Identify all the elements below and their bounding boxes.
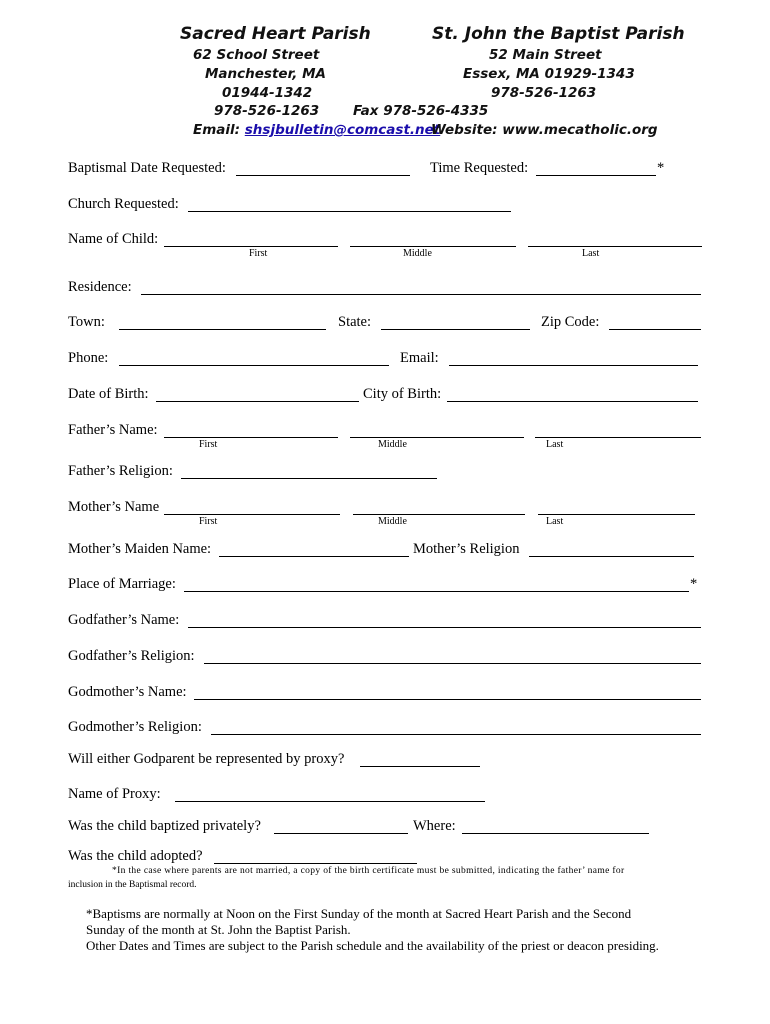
child-middle-sublabel: Middle	[403, 248, 432, 259]
dob-field[interactable]	[156, 386, 359, 402]
email-label: Email:	[193, 122, 241, 138]
father-middle-name-field[interactable]	[350, 422, 524, 438]
baptismal-date-label: Baptismal Date Requested:	[68, 160, 226, 176]
zip-label: Zip Code:	[541, 314, 600, 330]
adopted-field[interactable]	[214, 848, 417, 864]
time-requested-field[interactable]	[536, 160, 656, 176]
marriage-asterisk: *	[690, 576, 698, 592]
proxy-name-label: Name of Proxy:	[68, 786, 161, 802]
church-label: Church Requested:	[68, 196, 179, 212]
email-field[interactable]	[449, 350, 698, 366]
dob-label: Date of Birth:	[68, 386, 149, 402]
child-first-name-field[interactable]	[164, 231, 338, 247]
mother-maiden-label: Mother’s Maiden Name:	[68, 541, 212, 557]
father-last-sublabel: Last	[546, 439, 564, 450]
marriage-label: Place of Marriage:	[68, 576, 176, 592]
sacred-heart-zip: 01944-1342	[222, 85, 313, 101]
godmother-religion-field[interactable]	[211, 719, 701, 735]
schedule-note-line2: Sunday of the month at St. John the Baptist Parish.	[86, 922, 351, 937]
father-last-name-field[interactable]	[535, 422, 701, 438]
married-note-line1: *In the case where parents are not married, a copy of the birth certificate must be submitted, indicating the father’ name for	[112, 866, 625, 876]
time-requested-label: Time Requested:	[430, 160, 529, 176]
email-link[interactable]: shsjbulletin@comcast.net	[244, 122, 441, 138]
father-religion-field[interactable]	[181, 463, 437, 479]
marriage-field[interactable]	[184, 576, 689, 592]
residence-field[interactable]	[141, 279, 701, 295]
mother-first-name-field[interactable]	[164, 499, 340, 515]
father-name-label: Father’s Name:	[68, 422, 158, 438]
city-of-birth-label: City of Birth:	[363, 386, 442, 402]
married-note-line2: inclusion in the Baptismal record.	[68, 880, 197, 890]
st-john-street: 52 Main Street	[489, 47, 602, 63]
mother-last-sublabel: Last	[546, 516, 564, 527]
phone-field[interactable]	[119, 350, 389, 366]
sacred-heart-title: Sacred Heart Parish	[180, 24, 371, 44]
sacred-heart-street: 62 School Street	[193, 47, 320, 63]
private-baptism-label: Was the child baptized privately?	[68, 818, 261, 834]
child-name-label: Name of Child:	[68, 231, 159, 247]
father-first-sublabel: First	[199, 439, 218, 450]
church-field[interactable]	[188, 196, 511, 212]
godmother-name-label: Godmother’s Name:	[68, 684, 187, 700]
mother-name-label: Mother’s Name	[68, 499, 160, 515]
private-baptism-field[interactable]	[274, 818, 408, 834]
city-of-birth-field[interactable]	[447, 386, 698, 402]
mother-middle-name-field[interactable]	[353, 499, 525, 515]
mother-last-name-field[interactable]	[538, 499, 695, 515]
father-religion-label: Father’s Religion:	[68, 463, 173, 479]
zip-field[interactable]	[609, 314, 701, 330]
website-text: Website: www.mecatholic.org	[431, 122, 658, 138]
st-john-city: Essex, MA 01929-1343	[463, 66, 635, 82]
mother-middle-sublabel: Middle	[378, 516, 407, 527]
mother-first-sublabel: First	[199, 516, 218, 527]
godfather-religion-field[interactable]	[204, 648, 701, 664]
child-last-sublabel: Last	[582, 248, 600, 259]
schedule-note-line3: Other Dates and Times are subject to the Parish schedule and the availability of the priest or deacon presiding.	[86, 938, 659, 953]
state-field[interactable]	[381, 314, 530, 330]
adopted-label: Was the child adopted?	[68, 848, 203, 864]
fax-number: Fax 978-526-4335	[353, 103, 489, 119]
email-field-label: Email:	[400, 350, 439, 366]
phone-label: Phone:	[68, 350, 109, 366]
town-field[interactable]	[119, 314, 326, 330]
mother-religion-label: Mother’s Religion	[413, 541, 520, 557]
proxy-name-field[interactable]	[175, 786, 485, 802]
child-middle-name-field[interactable]	[350, 231, 516, 247]
email-line	[193, 122, 440, 138]
time-asterisk: *	[657, 160, 665, 176]
child-last-name-field[interactable]	[528, 231, 702, 247]
father-middle-sublabel: Middle	[378, 439, 407, 450]
mother-religion-field[interactable]	[529, 541, 694, 557]
where-label: Where:	[413, 818, 456, 834]
town-label: Town:	[68, 314, 105, 330]
mother-maiden-field[interactable]	[219, 541, 409, 557]
child-first-sublabel: First	[249, 248, 268, 259]
where-field[interactable]	[462, 818, 649, 834]
godfather-name-label: Godfather’s Name:	[68, 612, 180, 628]
godmother-name-field[interactable]	[194, 684, 701, 700]
st-john-phone: 978-526-1263	[491, 85, 597, 101]
baptismal-date-field[interactable]	[236, 160, 410, 176]
residence-label: Residence:	[68, 279, 132, 295]
godfather-name-field[interactable]	[188, 612, 701, 628]
st-john-title: St. John the Baptist Parish	[432, 24, 685, 44]
father-first-name-field[interactable]	[164, 422, 338, 438]
proxy-question-label: Will either Godparent be represented by proxy?	[68, 751, 345, 767]
proxy-answer-field[interactable]	[360, 751, 480, 767]
sacred-heart-city: Manchester, MA	[205, 66, 326, 82]
godmother-religion-label: Godmother’s Religion:	[68, 719, 202, 735]
state-label: State:	[338, 314, 372, 330]
sacred-heart-phone: 978-526-1263	[214, 103, 320, 119]
schedule-note-line1: *Baptisms are normally at Noon on the First Sunday of the month at Sacred Heart Parish and the Second	[86, 906, 632, 921]
godfather-religion-label: Godfather’s Religion:	[68, 648, 195, 664]
